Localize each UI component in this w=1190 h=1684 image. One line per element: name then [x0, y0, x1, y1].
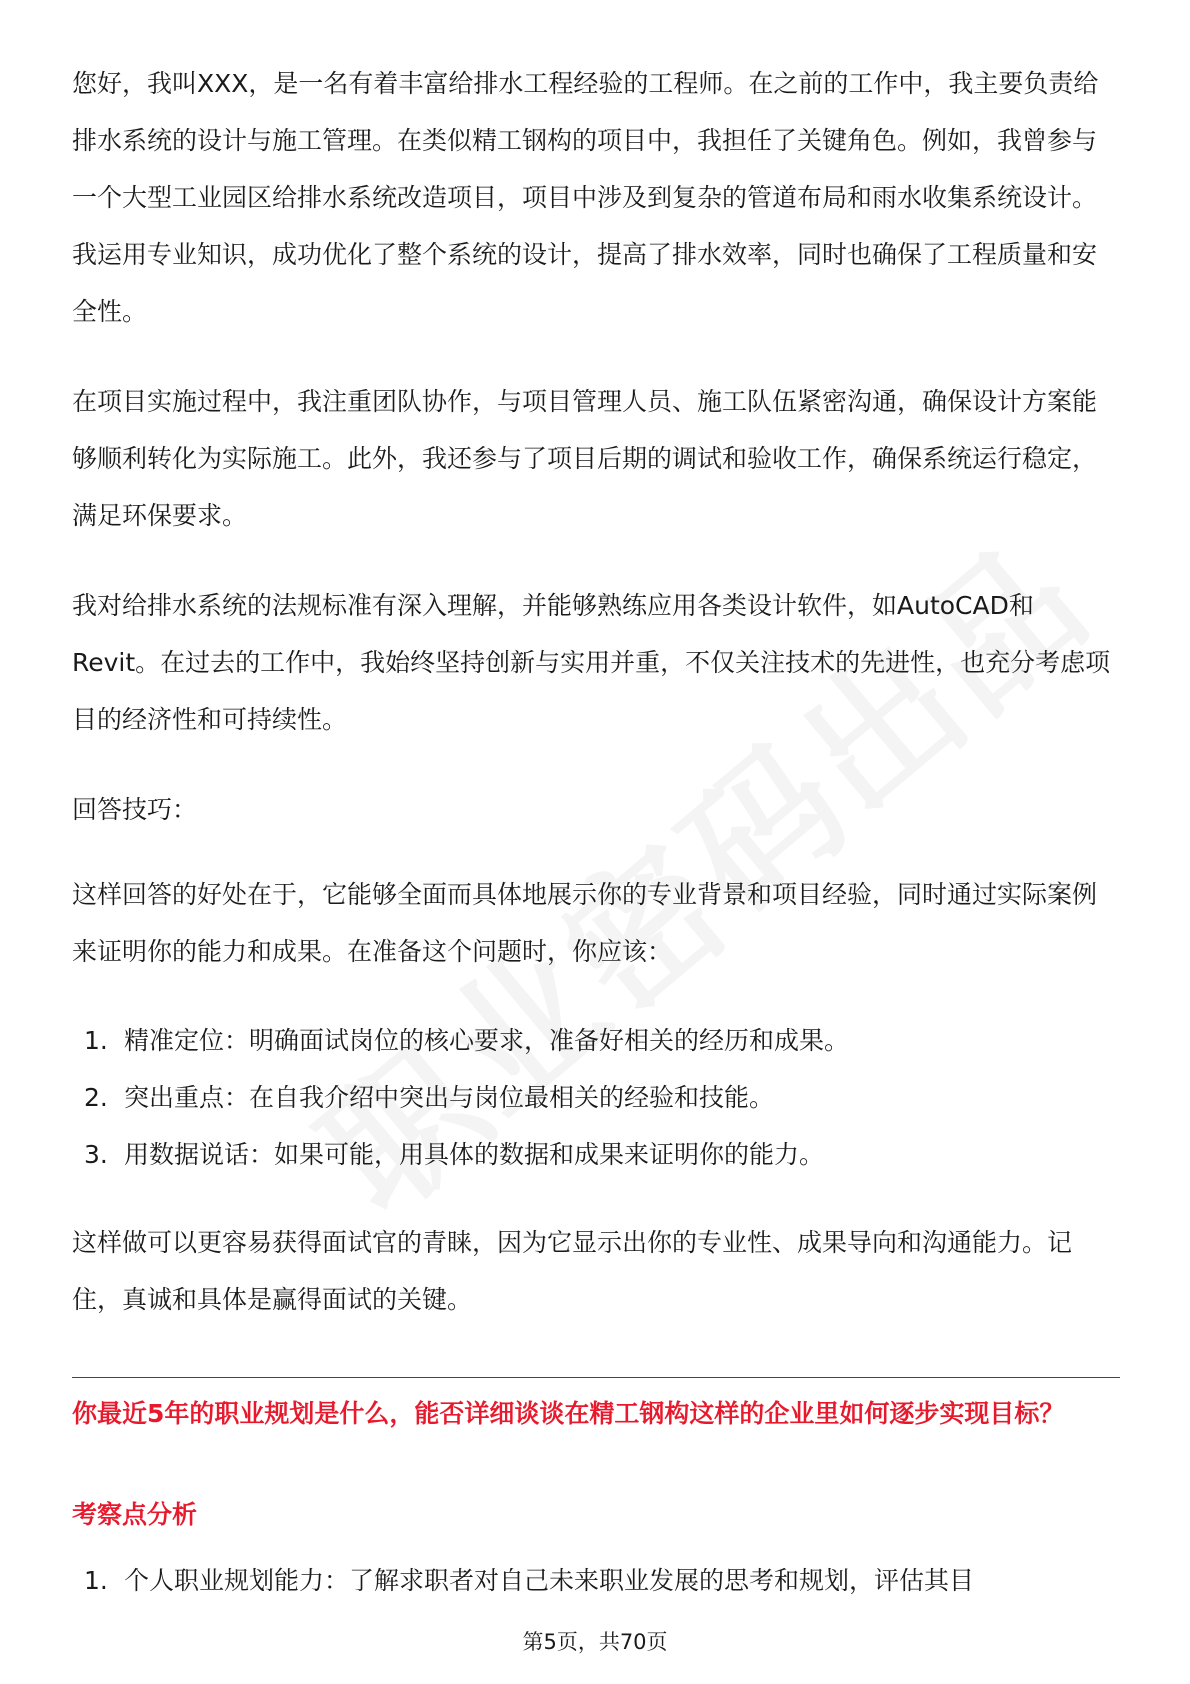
list-item [84, 1012, 849, 1069]
list-text: 精准定位：明确面试岗位的核心要求，准备好相关的经历和成果。 [124, 1026, 850, 1055]
answer-paragraph-1: 您好，我叫XXX，是一名有着丰富给排水工程经验的工程师。在之前的工作中，我主要负责给排水系统的设计与施工管理。在类似精工钢构的项目中，我担任了关键角色。例如，我曾参与一个大型工业园区给排水系统改造项目，项目中涉及到复杂的管道布局和雨水收集系统设计。我运用专业知识，成功优化了整个系统的设计，提高了排水效率，同时也确保了工程质量和安全性。 [72, 69, 1099, 326]
tips-list [84, 1012, 849, 1183]
tips-intro-paragraph: 这样回答的好处在于，它能够全面而具体地展示你的专业背景和项目经验，同时通过实际案例来证明你的能力和成果。在准备这个问题时，你应该： [72, 880, 1098, 966]
answer-paragraph-2: 在项目实施过程中，我注重团队协作，与项目管理人员、施工队伍紧密沟通，确保设计方案能够顺利转化为实际施工。此外，我还参与了项目后期的调试和验收工作，确保系统运行稳定，满足环保要求。 [72, 387, 1098, 530]
list-item [84, 1552, 974, 1609]
list-text: 用数据说话：如果可能，用具体的数据和成果来证明你的能力。 [124, 1140, 825, 1169]
closing-paragraph: 这样做可以更容易获得面试官的青睐，因为它显示出你的专业性、成果导向和沟通能力。记住，真诚和具体是赢得面试的关键。 [72, 1228, 1073, 1314]
section-divider [72, 1377, 1120, 1378]
list-number: 1. [84, 1026, 108, 1055]
list-number: 1. [84, 1566, 108, 1595]
page-footer: 第5页，共70页 [522, 1630, 668, 1654]
analysis-heading: 考察点分析 [72, 1500, 198, 1529]
analysis-list [84, 1552, 974, 1609]
answer-paragraph-3: 我对给排水系统的法规标准有深入理解，并能够熟练应用各类设计软件，如AutoCAD和Revit。在过去的工作中，我始终坚持创新与实用并重，不仅关注技术的先进性，也充分考虑项目的经济性和可持续性。 [72, 591, 1111, 734]
tips-heading: 回答技巧： [72, 795, 198, 824]
list-item [84, 1126, 849, 1183]
list-item [84, 1069, 849, 1126]
list-text: 突出重点：在自我介绍中突出与岗位最相关的经验和技能。 [124, 1083, 775, 1112]
interview-question: 你最近5年的职业规划是什么，能否详细谈谈在精工钢构这样的企业里如何逐步实现目标？ [72, 1399, 1065, 1428]
list-number: 3. [84, 1140, 108, 1169]
list-text: 个人职业规划能力：了解求职者对自己未来职业发展的思考和规划，评估其目 [124, 1566, 975, 1595]
list-number: 2. [84, 1083, 108, 1112]
